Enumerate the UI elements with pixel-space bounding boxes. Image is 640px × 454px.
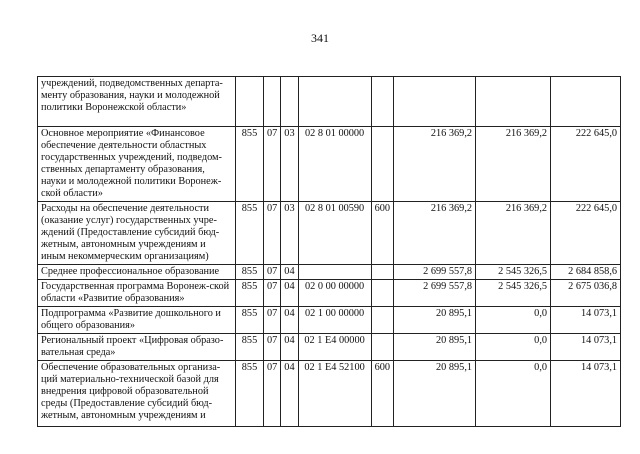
subsection-code-cell: 04 <box>281 334 298 361</box>
target-article-cell <box>298 77 371 127</box>
table-row <box>38 127 621 202</box>
row-name-cell: Государственная программа Воронеж-ской области «Развитие образования» <box>38 280 236 307</box>
amount-year-1-cell: 20 895,1 <box>394 307 476 334</box>
ministry-code-cell: 855 <box>236 280 264 307</box>
amount-year-3-cell: 2 675 036,8 <box>551 280 621 307</box>
table-row <box>38 202 621 265</box>
amount-year-2-cell: 0,0 <box>476 307 551 334</box>
expense-type-cell: 600 <box>371 361 393 427</box>
row-name-cell: Обеспечение образовательных организа-ций материально-технической базой для внедрения цифровой образовательной среды (Предоставление субсидий бюд-жетным, автономным учреждениям и <box>38 361 236 427</box>
row-name-cell: Основное мероприятие «Финансовое обеспечение деятельности областных государственных учреждений, подведом-ственных департаменту образования, науки и молодежной политики Воронеж-ской области» <box>38 127 236 202</box>
row-name-cell: Среднее профессиональное образование <box>38 265 236 280</box>
ministry-code-cell: 855 <box>236 127 264 202</box>
subsection-code-cell: 03 <box>281 127 298 202</box>
ministry-code-cell: 855 <box>236 265 264 280</box>
page-number: 341 <box>311 31 329 45</box>
amount-year-2-cell <box>476 77 551 127</box>
expense-type-cell <box>371 307 393 334</box>
section-code-cell: 07 <box>264 307 281 334</box>
expense-type-cell: 600 <box>371 202 393 265</box>
subsection-code-cell <box>281 77 298 127</box>
expense-type-cell <box>371 280 393 307</box>
section-code-cell: 07 <box>264 127 281 202</box>
amount-year-2-cell: 216 369,2 <box>476 202 551 265</box>
table-row <box>38 265 621 280</box>
amount-year-3-cell: 2 684 858,6 <box>551 265 621 280</box>
section-code-cell: 07 <box>264 280 281 307</box>
ministry-code-cell: 855 <box>236 334 264 361</box>
target-article-cell <box>298 265 371 280</box>
amount-year-2-cell: 216 369,2 <box>476 127 551 202</box>
amount-year-2-cell: 2 545 326,5 <box>476 265 551 280</box>
section-code-cell: 07 <box>264 265 281 280</box>
budget-table <box>37 76 621 427</box>
subsection-code-cell: 04 <box>281 265 298 280</box>
target-article-cell: 02 8 01 00590 <box>298 202 371 265</box>
table-row <box>38 334 621 361</box>
subsection-code-cell: 04 <box>281 307 298 334</box>
expense-type-cell <box>371 77 393 127</box>
amount-year-3-cell: 222 645,0 <box>551 202 621 265</box>
row-name-cell: Подпрограмма «Развитие дошкольного и общего образования» <box>38 307 236 334</box>
expense-type-cell <box>371 334 393 361</box>
amount-year-2-cell: 0,0 <box>476 361 551 427</box>
amount-year-3-cell: 14 073,1 <box>551 307 621 334</box>
amount-year-3-cell: 222 645,0 <box>551 127 621 202</box>
table-row <box>38 280 621 307</box>
amount-year-1-cell: 20 895,1 <box>394 361 476 427</box>
section-code-cell: 07 <box>264 202 281 265</box>
amount-year-3-cell <box>551 77 621 127</box>
target-article-cell: 02 1 Е4 52100 <box>298 361 371 427</box>
target-article-cell: 02 1 00 00000 <box>298 307 371 334</box>
amount-year-1-cell: 216 369,2 <box>394 202 476 265</box>
budget-table-body <box>38 77 621 427</box>
target-article-cell: 02 8 01 00000 <box>298 127 371 202</box>
ministry-code-cell <box>236 77 264 127</box>
table-row <box>38 361 621 427</box>
target-article-cell: 02 0 00 00000 <box>298 280 371 307</box>
amount-year-3-cell: 14 073,1 <box>551 334 621 361</box>
table-row <box>38 77 621 127</box>
amount-year-1-cell: 20 895,1 <box>394 334 476 361</box>
row-name-cell: Региональный проект «Цифровая образо-вательная среда» <box>38 334 236 361</box>
subsection-code-cell: 03 <box>281 202 298 265</box>
amount-year-2-cell: 2 545 326,5 <box>476 280 551 307</box>
amount-year-1-cell: 216 369,2 <box>394 127 476 202</box>
amount-year-1-cell <box>394 77 476 127</box>
section-code-cell: 07 <box>264 334 281 361</box>
subsection-code-cell: 04 <box>281 361 298 427</box>
amount-year-2-cell: 0,0 <box>476 334 551 361</box>
section-code-cell: 07 <box>264 361 281 427</box>
amount-year-3-cell: 14 073,1 <box>551 361 621 427</box>
subsection-code-cell: 04 <box>281 280 298 307</box>
section-code-cell <box>264 77 281 127</box>
table-row <box>38 307 621 334</box>
ministry-code-cell: 855 <box>236 361 264 427</box>
target-article-cell: 02 1 Е4 00000 <box>298 334 371 361</box>
row-name-cell: учреждений, подведомственных департа-ментy образования, науки и молодежной политики Воронежской области» <box>38 77 236 127</box>
expense-type-cell <box>371 127 393 202</box>
ministry-code-cell: 855 <box>236 202 264 265</box>
row-name-cell: Расходы на обеспечение деятельности (оказание услуг) государственных учре-ждений (Предоставление субсидий бюд-жетным, автономным учреждениям и иным некоммерческим организациям) <box>38 202 236 265</box>
amount-year-1-cell: 2 699 557,8 <box>394 265 476 280</box>
amount-year-1-cell: 2 699 557,8 <box>394 280 476 307</box>
expense-type-cell <box>371 265 393 280</box>
ministry-code-cell: 855 <box>236 307 264 334</box>
